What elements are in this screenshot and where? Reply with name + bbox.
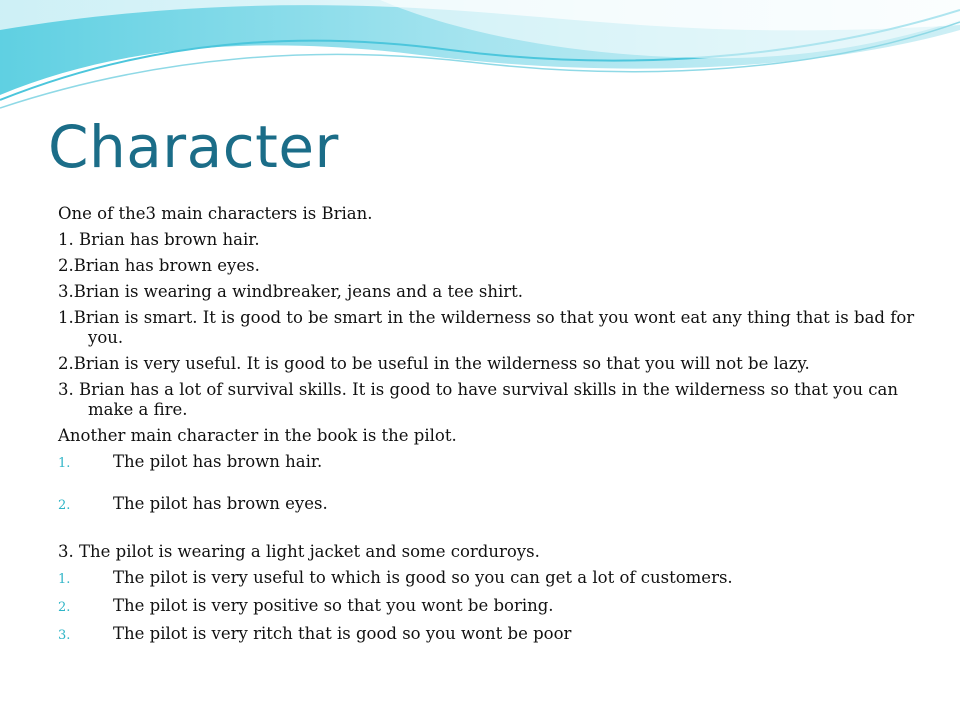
list-item <box>58 494 918 516</box>
body-line-4: 3.Brian is wearing a windbreaker, jeans and a tee shirt. <box>58 282 524 301</box>
body-line-8: Another main character in the book is the pilot. <box>58 426 457 445</box>
list-item-text: The pilot is very positive so that you wont be boring. <box>113 596 554 615</box>
list-marker: 2. <box>58 498 71 513</box>
list-item-text: The pilot has brown hair. <box>113 452 323 471</box>
slide-title: Character <box>48 113 339 181</box>
list-item-text: The pilot is very useful to which is good so you can get a lot of customers. <box>113 568 733 587</box>
slide-body <box>58 204 918 652</box>
list-item <box>58 624 918 646</box>
list-marker: 3. <box>58 628 71 643</box>
body-line-1: One of the3 main characters is Brian. <box>58 204 373 223</box>
body-line-9: 3. The pilot is wearing a light jacket and some corduroys. <box>58 542 540 561</box>
body-line-3: 2.Brian has brown eyes. <box>58 256 260 275</box>
list-marker: 1. <box>58 572 71 587</box>
list-marker: 2. <box>58 600 71 615</box>
list-item <box>58 596 918 618</box>
header-wave-decoration <box>0 0 960 120</box>
body-line-7: 3. Brian has a lot of survival skills. It is good to have survival skills in the wilderness so that you can make a fire. <box>58 380 898 419</box>
body-line-5: 1.Brian is smart. It is good to be smart in the wilderness so that you wont eat any thing that is bad for you. <box>58 308 915 347</box>
list-item-text: The pilot has brown eyes. <box>113 494 328 513</box>
list-item <box>58 452 918 474</box>
body-line-2: 1. Brian has brown hair. <box>58 230 260 249</box>
list-marker: 1. <box>58 456 71 471</box>
list-item <box>58 568 918 590</box>
list-item-text: The pilot is very ritch that is good so you wont be poor <box>113 624 572 643</box>
body-line-6: 2.Brian is very useful. It is good to be useful in the wilderness so that you will not be lazy. <box>58 354 810 373</box>
